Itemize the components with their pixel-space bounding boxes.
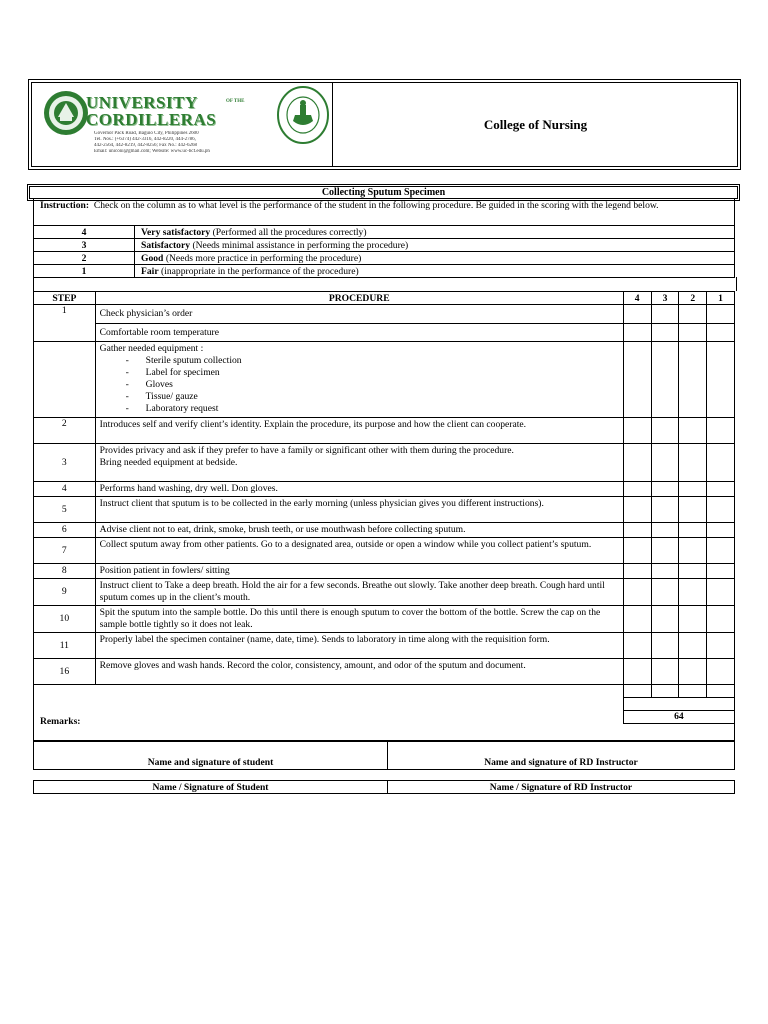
procedure-text: Comfortable room temperature <box>95 324 623 342</box>
step-number: 11 <box>34 633 96 659</box>
equipment-item: - Tissue/ gauze <box>130 391 619 403</box>
table-row-blank <box>34 685 735 698</box>
step-number: 2 <box>34 418 96 444</box>
score-cell[interactable] <box>651 324 679 342</box>
score-cell[interactable] <box>707 418 735 444</box>
score-cell[interactable] <box>679 606 707 633</box>
score-cell[interactable] <box>679 324 707 342</box>
score-cell[interactable] <box>707 305 735 324</box>
step-number: 9 <box>34 579 96 606</box>
form-title: Collecting Sputum Specimen <box>27 184 740 201</box>
score-cell[interactable] <box>623 685 651 698</box>
signature-table-2 <box>33 780 735 794</box>
nursing-seal-icon <box>276 85 330 145</box>
score-cell[interactable] <box>707 324 735 342</box>
procedure-text: Introduces self and verify client’s identity. Explain the procedure, its purpose and how the client can cooperate. <box>95 418 623 444</box>
step-number: 4 <box>34 482 96 497</box>
instruction-body: Check on the column as to what level is the performance of the student in the following procedure. Be guided in the scoring with the legend below. <box>93 200 659 211</box>
score-cell[interactable] <box>679 523 707 538</box>
table-header-row <box>34 292 735 305</box>
header-score-1: 1 <box>707 292 735 305</box>
score-cell[interactable] <box>707 659 735 685</box>
score-cell[interactable] <box>651 538 679 564</box>
step-number: 6 <box>34 523 96 538</box>
scoring-legend <box>33 225 735 278</box>
table-row <box>34 579 735 606</box>
step-number: 1 <box>34 305 96 342</box>
legend-label: Fair <box>141 265 159 277</box>
score-cell[interactable] <box>707 482 735 497</box>
procedure-text: Collect sputum away from other patients. Go to a designated area, outside or open a window while you collect patient’s sputum. <box>95 538 623 564</box>
equipment-item: - Sterile sputum collection <box>130 355 619 367</box>
score-cell[interactable] <box>623 579 651 606</box>
score-cell[interactable] <box>651 497 679 523</box>
total-score: 64 <box>623 711 734 724</box>
procedure-text: Instruct client to Take a deep breath. Hold the air for a few seconds. Breathe out slowly. Take another deep breath. Cough hard until sputum comes up in the client’s mouth. <box>95 579 623 606</box>
score-cell[interactable] <box>679 482 707 497</box>
procedure-text: Advise client not to eat, drink, smoke, brush teeth, or use mouthwash before collecting sputum. <box>95 523 623 538</box>
score-cell[interactable] <box>679 633 707 659</box>
score-cell[interactable] <box>679 659 707 685</box>
table-row <box>34 633 735 659</box>
equipment-item: - Label for specimen <box>130 367 619 379</box>
score-cell[interactable] <box>623 342 651 418</box>
step-number: 3 <box>34 444 96 482</box>
score-cell[interactable] <box>651 482 679 497</box>
score-cell[interactable] <box>679 497 707 523</box>
legend-description: (Needs more practice in performing the procedure) <box>165 252 362 264</box>
header-step: STEP <box>34 292 96 305</box>
legend-label: Satisfactory <box>141 239 191 251</box>
score-cell[interactable] <box>707 342 735 418</box>
table-row <box>34 324 735 342</box>
instruction-label: Instruction: <box>40 200 90 211</box>
legend-score: 2 <box>34 252 135 265</box>
score-cell[interactable] <box>623 659 651 685</box>
score-cell[interactable] <box>707 579 735 606</box>
score-cell[interactable] <box>679 444 707 482</box>
legend-score: 4 <box>34 226 135 239</box>
score-cell[interactable] <box>707 497 735 523</box>
table-row <box>34 564 735 579</box>
step-number: 16 <box>34 659 96 685</box>
score-cell[interactable] <box>707 606 735 633</box>
instructor-signature[interactable]: Name and signature of RD Instructor <box>388 742 735 770</box>
table-row <box>34 659 735 685</box>
procedure-table <box>33 291 735 724</box>
step-number: 8 <box>34 564 96 579</box>
procedure-text: Properly label the specimen container (name, date, time). Sends to laboratory in time along with the requisition form. <box>95 633 623 659</box>
score-cell[interactable] <box>707 564 735 579</box>
score-cell[interactable] <box>651 305 679 324</box>
score-cell[interactable] <box>679 342 707 418</box>
score-cell[interactable] <box>623 482 651 497</box>
header-score-2: 2 <box>679 292 707 305</box>
step-number: 10 <box>34 606 96 633</box>
score-cell[interactable] <box>679 418 707 444</box>
score-cell[interactable] <box>707 538 735 564</box>
score-cell[interactable] <box>651 342 679 418</box>
equipment-intro: Gather needed equipment : <box>99 343 204 354</box>
student-signature-2[interactable]: Name / Signature of Student <box>34 781 388 794</box>
score-cell[interactable] <box>651 523 679 538</box>
score-cell[interactable] <box>623 633 651 659</box>
equipment-list <box>100 355 619 415</box>
score-cell[interactable] <box>707 685 735 698</box>
document-header <box>28 79 741 170</box>
table-row <box>34 482 735 497</box>
score-cell[interactable] <box>707 633 735 659</box>
score-cell[interactable] <box>651 444 679 482</box>
procedure-text: Position patient in fowlers/ sitting <box>95 564 623 579</box>
procedure-text: Spit the sputum into the sample bottle. Do this until there is enough sputum to cover the bottom of the bottle. Screw the cap on the sample bottle tightly so it does not leak. <box>95 606 623 633</box>
score-cell[interactable] <box>623 564 651 579</box>
score-cell[interactable] <box>679 564 707 579</box>
score-cell[interactable] <box>651 633 679 659</box>
legend-description: (Performed all the procedures correctly) <box>212 226 367 238</box>
score-cell[interactable] <box>651 606 679 633</box>
header-procedure: PROCEDURE <box>95 292 623 305</box>
score-cell[interactable] <box>679 579 707 606</box>
legend-row <box>34 226 735 239</box>
step-number: 7 <box>34 538 96 564</box>
table-row <box>34 523 735 538</box>
table-row <box>34 538 735 564</box>
legend-row <box>34 265 735 278</box>
equipment-item: - Laboratory request <box>130 403 619 415</box>
header-score-3: 3 <box>651 292 679 305</box>
legend-row <box>34 239 735 252</box>
student-signature[interactable]: Name and signature of student <box>34 742 388 770</box>
table-row <box>34 305 735 324</box>
legend-label: Good <box>141 252 164 264</box>
score-cell[interactable] <box>623 444 651 482</box>
procedure-text: Instruct client that sputum is to be collected in the early morning (unless physician gives you different instructions). <box>95 497 623 523</box>
score-cell[interactable] <box>707 523 735 538</box>
university-address: Governor Pack Road, Baguio City, Philippines 2600 Tel. Nos.: (+6374) 442-3316, 442-8220, 444-2786, 442-2564, 442-8219, 442-8256; Fax No.: 442-6268 Email: uniconi@gmail.com; Website: www.uc-bcf.edu.ph <box>94 131 210 154</box>
procedure-text: Bring needed equipment at bedside. <box>99 457 238 468</box>
score-cell[interactable] <box>651 564 679 579</box>
score-cell[interactable] <box>679 305 707 324</box>
step-number <box>34 342 96 418</box>
university-seal-icon <box>42 89 90 137</box>
score-cell[interactable] <box>651 418 679 444</box>
legend-description: (Needs minimal assistance in performing the procedure) <box>192 239 409 251</box>
score-cell[interactable] <box>679 538 707 564</box>
score-cell[interactable] <box>623 497 651 523</box>
score-cell[interactable] <box>679 685 707 698</box>
score-cell[interactable] <box>651 579 679 606</box>
college-name: College of Nursing <box>483 116 588 132</box>
score-cell[interactable] <box>623 305 651 324</box>
procedure-text: Check physician’s order <box>95 305 623 324</box>
table-row <box>34 606 735 633</box>
step-number: 5 <box>34 497 96 523</box>
instructor-signature-2[interactable]: Name / Signature of RD Instructor <box>388 781 735 794</box>
legend-description: (inappropriate in the performance of the procedure) <box>161 265 359 277</box>
remarks-label: Remarks: <box>40 716 81 727</box>
university-wordmark: UNIVERSITY OF THE CORDILLERAS <box>86 93 245 129</box>
score-cell[interactable] <box>623 538 651 564</box>
table-row <box>34 444 735 482</box>
header-score-4: 4 <box>623 292 651 305</box>
spacer <box>33 277 737 291</box>
table-row <box>34 418 735 444</box>
score-cell[interactable] <box>623 523 651 538</box>
university-logo <box>32 83 333 166</box>
score-cell[interactable] <box>651 685 679 698</box>
legend-score: 3 <box>34 239 135 252</box>
score-cell[interactable] <box>623 606 651 633</box>
procedure-text: Provides privacy and ask if they prefer to have a family or significant other with them during the procedure. <box>99 445 514 456</box>
score-cell[interactable] <box>651 659 679 685</box>
instruction-text <box>33 199 735 225</box>
legend-label: Very satisfactory <box>141 226 211 238</box>
table-row <box>34 342 735 418</box>
procedure-text: Performs hand washing, dry well. Don gloves. <box>95 482 623 497</box>
equipment-item: - Gloves <box>130 379 619 391</box>
signature-table <box>33 741 735 770</box>
table-row <box>34 497 735 523</box>
score-cell[interactable] <box>707 444 735 482</box>
remarks-section[interactable] <box>33 715 735 741</box>
score-cell[interactable] <box>623 418 651 444</box>
score-cell[interactable] <box>623 324 651 342</box>
procedure-text: Remove gloves and wash hands. Record the color, consistency, amount, and odor of the sputum and document. <box>95 659 623 685</box>
legend-row <box>34 252 735 265</box>
legend-score: 1 <box>34 265 135 278</box>
